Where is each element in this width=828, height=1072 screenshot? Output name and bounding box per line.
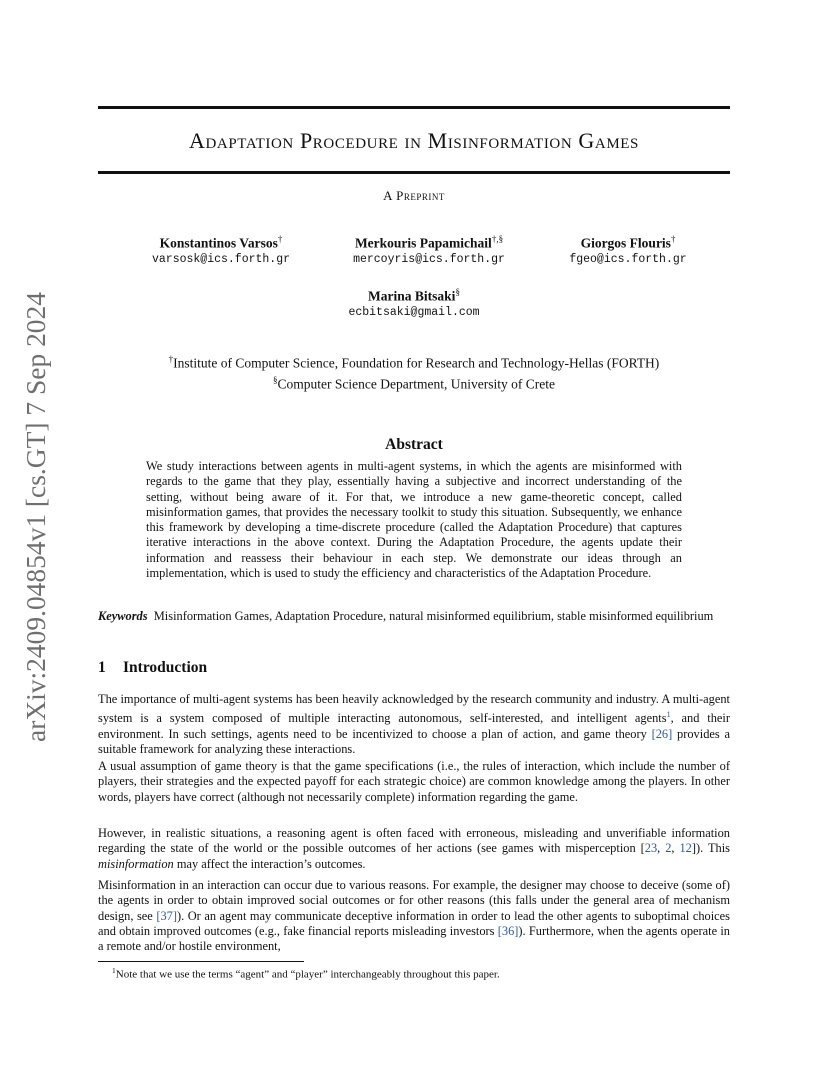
citation-link[interactable]: [26] bbox=[651, 726, 673, 741]
author-affil-mark: † bbox=[277, 234, 283, 244]
citation-link[interactable]: 2 bbox=[665, 841, 672, 856]
affiliation-text: Computer Science Department, University of Crete bbox=[277, 376, 555, 391]
author-block bbox=[126, 231, 316, 267]
author-affil-mark: † bbox=[670, 234, 676, 244]
abstract-text: We study interactions between agents in multi-agent systems, in which the agents are misinformed with regards to the game that they play, essentially having a subjective and incorrect understanding of the setting, without being aware of it. For that, we introduce a new game-theoretic concept, called misinformation games, that provides the necessary toolkit to study this situation. Subsequently, we enhance this framework by developing a time-discrete procedure (called the Adaptation Procedure) that captures iterative interactions in the above context. During the Adaptation Procedure, the agents update their information and reassess their behaviour in each step. We demonstrate our ideas through an implementation, which is used to study the efficiency and characteristics of the Adaptation Procedure. bbox=[146, 459, 682, 581]
author-affil-mark: § bbox=[455, 287, 460, 297]
author-name: Giorgos Flouris bbox=[580, 235, 671, 251]
title-rule-bottom bbox=[98, 171, 730, 174]
author-block bbox=[542, 231, 714, 267]
keywords-label: Keywords bbox=[98, 609, 148, 623]
author-email[interactable]: varsosk@ics.forth.gr bbox=[151, 252, 291, 266]
footnote-rule bbox=[98, 961, 304, 962]
paragraph: However, in realistic situations, a reasoning agent is often faced with erroneous, misleading and unverifiable information regarding the state of the world or the possible outcomes of her actions (see games with misperception [23, 2, 12]). This misinformation may affect the interaction’s outcomes. bbox=[98, 826, 730, 871]
paper-title: Adaptation Procedure in Misinformation Games bbox=[189, 128, 639, 153]
footnote-mark: 1 bbox=[112, 966, 116, 975]
author-email[interactable]: fgeo@ics.forth.gr bbox=[569, 252, 687, 266]
affiliation-line bbox=[98, 351, 730, 372]
keywords bbox=[98, 609, 730, 624]
keywords-text: Misinformation Games, Adaptation Procedure, natural misinformed equilibrium, stable misinformed equilibrium bbox=[153, 609, 714, 623]
section-title: Introduction bbox=[123, 659, 208, 676]
emphasized-term: misinformation bbox=[98, 856, 174, 871]
arxiv-identifier-stamp bbox=[14, 292, 56, 742]
author-name: Merkouris Papamichail bbox=[354, 235, 492, 251]
author-affil-mark: †,§ bbox=[491, 234, 504, 244]
paragraph: The importance of multi-agent systems has been heavily acknowledged by the research community and industry. A multi-agent system is a system composed of multiple interacting autonomous, self-interested, and intelligent agents$^1$, and their environment. In such settings, agents need to be incentivized to choose a plan of action, and game theory [26] provides a suitable framework for analyzing these interactions. bbox=[98, 692, 731, 757]
footnote-ref[interactable]: 1 bbox=[666, 710, 671, 720]
author-block bbox=[324, 231, 534, 267]
affiliation-mark: † bbox=[168, 354, 174, 364]
title-rule-top bbox=[98, 106, 730, 109]
citation-link[interactable]: 12 bbox=[679, 841, 692, 856]
author-block bbox=[314, 284, 514, 320]
affiliations bbox=[98, 351, 730, 392]
footnote-text: Note that we use the terms “agent” and “player” interchangeably throughout this paper. bbox=[115, 968, 500, 981]
citation-link[interactable]: [37] bbox=[156, 908, 177, 923]
footnote bbox=[112, 964, 730, 982]
author-email[interactable]: mercoyris@ics.forth.gr bbox=[353, 252, 505, 266]
author-name: Marina Bitsaki bbox=[368, 288, 456, 304]
affiliation-text: Institute of Computer Science, Foundation for Research and Technology-Hellas (FORTH) bbox=[173, 355, 660, 371]
arxiv-identifier-text: arXiv:2409.04854v1 [cs.GT] 7 Sep 2024 bbox=[21, 299, 51, 742]
affiliation-line bbox=[98, 372, 730, 393]
author-email[interactable]: ecbitsaki@gmail.com bbox=[348, 305, 480, 319]
affiliation-mark: § bbox=[273, 374, 278, 385]
author-name: Konstantinos Varsos bbox=[159, 235, 278, 251]
paragraph: Misinformation in an interaction can occur due to various reasons. For example, the designer may choose to deceive (some of) the agents in order to obtain improved social outcomes or for other reasons (this falls under the general area of mechanism design, see [37]). Or an agent may communicate deceptive information in order to lead the other agents to suboptimal choices and obtain improved outcomes (e.g., fake financial reports misleading investors [36]). Furthermore, when the agents operate in a remote and/or hostile environment, bbox=[98, 878, 730, 954]
section-number: 1 bbox=[98, 659, 106, 676]
preprint-label: A Preprint bbox=[383, 188, 445, 203]
abstract-heading: Abstract bbox=[385, 436, 443, 453]
citation-link[interactable]: 23 bbox=[644, 841, 658, 856]
paragraph: A usual assumption of game theory is that the game specifications (i.e., the rules of interaction, which include the number of players, their strategies and the expected payoff for each strategic choice) are common knowledge among the players. In other words, players have correct (although not necessarily complete) information regarding the game. bbox=[98, 759, 730, 804]
citation-link[interactable]: [36] bbox=[497, 923, 519, 938]
section-heading bbox=[98, 659, 207, 677]
